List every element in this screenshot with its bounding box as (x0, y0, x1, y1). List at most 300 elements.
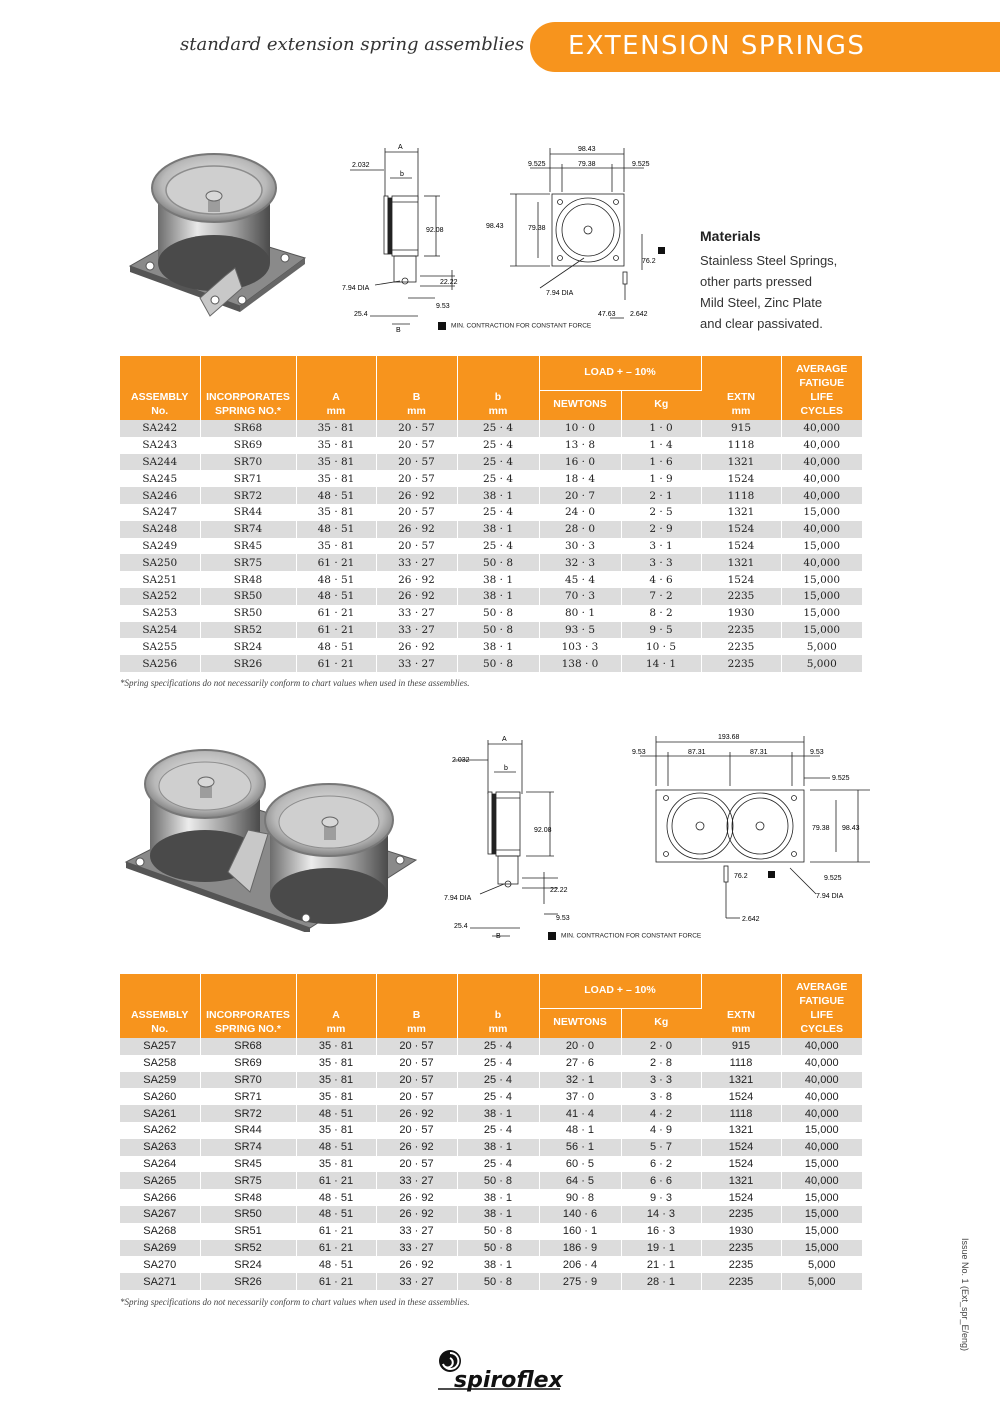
dim-254: 25.4 (354, 311, 368, 318)
table-cell: 20 · 0 (539, 1038, 621, 1055)
dim-2032-2: 2.032 (452, 757, 470, 764)
table-cell: 9 · 3 (621, 1189, 701, 1206)
table-cell: SR26 (200, 1273, 296, 1290)
table-cell: SR68 (200, 420, 296, 437)
table-cell: 2235 (701, 588, 781, 605)
table-cell: SA257 (120, 1038, 200, 1055)
table-cell: 40,000 (781, 554, 862, 571)
table-cell: SR44 (200, 504, 296, 521)
table-cell: 50 · 8 (457, 1273, 539, 1290)
table-cell: 35 · 81 (296, 538, 376, 555)
table-cell: 50 · 8 (457, 622, 539, 639)
dim-9208-2: 92.08 (534, 827, 552, 834)
table-cell: 20 · 57 (376, 538, 457, 555)
table-cell: 25 · 4 (457, 1122, 539, 1139)
table-cell: 33 · 27 (376, 1172, 457, 1189)
table-cell: 15,000 (781, 504, 862, 521)
table-cell: 15,000 (781, 588, 862, 605)
table-cell: 15,000 (781, 605, 862, 622)
table-cell: 38 · 1 (457, 1256, 539, 1273)
dim-4763: 47.63 (598, 311, 616, 318)
legend-text-1: MIN. CONTRACTION FOR CONSTANT FORCE (451, 322, 592, 330)
table-cell: 48 · 51 (296, 588, 376, 605)
table-cell: SA263 (120, 1139, 200, 1156)
dim-9525-b: 9.525 (824, 875, 842, 882)
table-cell: 50 · 8 (457, 1172, 539, 1189)
table-cell: 80 · 1 (539, 605, 621, 622)
table-cell: SR71 (200, 1088, 296, 1105)
dim-a: A (398, 144, 403, 151)
table-cell: 1321 (701, 454, 781, 471)
table-cell: SR24 (200, 1256, 296, 1273)
table-cell: 1524 (701, 538, 781, 555)
table-cell: 32 · 1 (539, 1072, 621, 1089)
table-cell: 1524 (701, 1139, 781, 1156)
table-cell: SR70 (200, 1072, 296, 1089)
table-row (120, 1105, 862, 1122)
table-cell: 24 · 0 (539, 504, 621, 521)
table-cell: 20 · 57 (376, 1055, 457, 1072)
table-cell: SR75 (200, 1172, 296, 1189)
dim-8731-a: 87.31 (688, 749, 706, 756)
table-cell: 28 · 1 (621, 1273, 701, 1290)
table-cell: SR51 (200, 1223, 296, 1240)
col-fatigue: AVERAGE FATIGUE LIFE CYCLES (781, 356, 862, 420)
table-cell: 26 · 92 (376, 571, 457, 588)
table-cell: 40,000 (781, 470, 862, 487)
table-cell: 35 · 81 (296, 1072, 376, 1089)
table-cell: 160 · 1 (539, 1223, 621, 1240)
table-row (120, 521, 862, 538)
table-cell: 33 · 27 (376, 1273, 457, 1290)
dim-794dia-2: 7.94 DIA (444, 895, 472, 902)
table-cell: SA245 (120, 470, 200, 487)
col-extn-2: EXTN mm (701, 974, 781, 1038)
table-cell: 61 · 21 (296, 1273, 376, 1290)
table-cell: 1524 (701, 521, 781, 538)
table-cell: 35 · 81 (296, 1156, 376, 1173)
col-b-lower-2: b mm (457, 974, 539, 1038)
table-cell: 33 · 27 (376, 655, 457, 672)
table-cell: 56 · 1 (539, 1139, 621, 1156)
table-cell: 61 · 21 (296, 1223, 376, 1240)
table-row (120, 1156, 862, 1173)
legend-text-2: MIN. CONTRACTION FOR CONSTANT FORCE (561, 932, 702, 940)
table-cell: 48 · 51 (296, 1206, 376, 1223)
table-cell: 61 · 21 (296, 554, 376, 571)
table-row (120, 1206, 862, 1223)
dim-2642-2: 2.642 (742, 916, 760, 923)
table-cell: SR74 (200, 1139, 296, 1156)
double-assembly-table (120, 974, 862, 1290)
table-cell: 28 · 0 (539, 521, 621, 538)
table-row (120, 1038, 862, 1055)
table-cell: 38 · 1 (457, 1206, 539, 1223)
min-contraction-marker-1 (658, 247, 665, 254)
table-cell: 26 · 92 (376, 1256, 457, 1273)
table-cell: 15,000 (781, 538, 862, 555)
materials-line-1: Stainless Steel Springs, (700, 253, 838, 268)
table-cell: 15,000 (781, 1206, 862, 1223)
table-cell: SA259 (120, 1072, 200, 1089)
table-cell: 1321 (701, 1072, 781, 1089)
footnote-2: *Spring specifications do not necessarily conform to chart values when used in these assemblies. (120, 1297, 470, 1307)
table-cell: 25 · 4 (457, 1088, 539, 1105)
table-cell: SR70 (200, 454, 296, 471)
single-front-view-drawing (480, 140, 680, 340)
table-cell: 38 · 1 (457, 638, 539, 655)
table-cell: 14 · 3 (621, 1206, 701, 1223)
table-cell: 40,000 (781, 521, 862, 538)
table-cell: SA253 (120, 605, 200, 622)
table-cell: 20 · 57 (376, 1038, 457, 1055)
table-cell: 7 · 2 (621, 588, 701, 605)
table-cell: 2235 (701, 638, 781, 655)
table-row (120, 1055, 862, 1072)
table-cell: 40,000 (781, 1172, 862, 1189)
table-cell: 25 · 4 (457, 504, 539, 521)
table-cell: 2 · 1 (621, 487, 701, 504)
table-cell: 40,000 (781, 1055, 862, 1072)
table-cell: 20 · 57 (376, 420, 457, 437)
table-cell: 61 · 21 (296, 605, 376, 622)
table-cell: 18 · 4 (539, 470, 621, 487)
table-row (120, 454, 862, 471)
table-cell: SR45 (200, 1156, 296, 1173)
table-cell: 1 · 9 (621, 470, 701, 487)
table-cell: SA249 (120, 538, 200, 555)
table-cell: 915 (701, 420, 781, 437)
table-cell: 20 · 7 (539, 487, 621, 504)
table-cell: SA260 (120, 1088, 200, 1105)
table-cell: 13 · 8 (539, 437, 621, 454)
dim-762: 76.2 (642, 258, 656, 265)
table-cell: 10 · 5 (621, 638, 701, 655)
table-cell: 48 · 51 (296, 487, 376, 504)
col-b-lower: b mm (457, 356, 539, 420)
table-cell: 20 · 57 (376, 504, 457, 521)
table-cell: SA251 (120, 571, 200, 588)
table-cell: 40,000 (781, 1139, 862, 1156)
table-cell: 37 · 0 (539, 1088, 621, 1105)
table-cell: 1321 (701, 1172, 781, 1189)
table-cell: 2235 (701, 1256, 781, 1273)
table-cell: 1321 (701, 504, 781, 521)
table-cell: SA247 (120, 504, 200, 521)
table-cell: 1 · 6 (621, 454, 701, 471)
table-cell: 8 · 2 (621, 605, 701, 622)
table-cell: 2235 (701, 1273, 781, 1290)
dim-b-upper: B (396, 327, 401, 334)
single-side-view-drawing (340, 140, 470, 340)
table-cell: 1118 (701, 437, 781, 454)
col-load: LOAD + – 10% (539, 356, 701, 390)
dim-a-2: A (502, 736, 507, 743)
table-cell: 2235 (701, 1240, 781, 1257)
table-cell: 33 · 27 (376, 622, 457, 639)
table-cell: 45 · 4 (539, 571, 621, 588)
table-cell: SA269 (120, 1240, 200, 1257)
dim-b-upper-2: B (496, 933, 501, 940)
materials-line-4: and clear passivated. (700, 316, 823, 331)
col-assembly-2: ASSEMBLY No. (120, 974, 200, 1038)
table-cell: SR48 (200, 571, 296, 588)
legend-2 (548, 932, 701, 940)
table-cell: 25 · 4 (457, 454, 539, 471)
legend-square-icon-2 (548, 932, 556, 940)
table-cell: 15,000 (781, 571, 862, 588)
table-cell: SA270 (120, 1256, 200, 1273)
table-cell: 140 · 6 (539, 1206, 621, 1223)
table-cell: 38 · 1 (457, 1139, 539, 1156)
col-incorporates-2: INCORPORATES SPRING NO.* (200, 974, 296, 1038)
dim-9843-side: 98.43 (486, 223, 504, 230)
table-cell: SA271 (120, 1273, 200, 1290)
dim-b-lower-2: b (504, 765, 508, 772)
table-cell: 25 · 4 (457, 538, 539, 555)
table-cell: 20 · 57 (376, 437, 457, 454)
dim-9525-right: 9.525 (632, 161, 650, 168)
table-row (120, 622, 862, 639)
dim-9525-a: 9.525 (832, 775, 850, 782)
table-row (120, 638, 862, 655)
materials-block (700, 228, 860, 334)
table-cell: 40,000 (781, 1072, 862, 1089)
table-cell: 38 · 1 (457, 521, 539, 538)
table-cell: 38 · 1 (457, 487, 539, 504)
table-cell: 206 · 4 (539, 1256, 621, 1273)
table-cell: 16 · 0 (539, 454, 621, 471)
table-cell: 48 · 51 (296, 571, 376, 588)
table-cell: SR68 (200, 1038, 296, 1055)
dim-794dia-front-2: 7.94 DIA (816, 893, 844, 900)
dim-9208: 92.08 (426, 227, 444, 234)
table-row (120, 605, 862, 622)
table-cell: 35 · 81 (296, 1122, 376, 1139)
table-row (120, 1139, 862, 1156)
table-cell: SA266 (120, 1189, 200, 1206)
table-cell: SA248 (120, 521, 200, 538)
table-cell: 32 · 3 (539, 554, 621, 571)
table-cell: 1930 (701, 605, 781, 622)
table-cell: 93 · 5 (539, 622, 621, 639)
table-cell: SA262 (120, 1122, 200, 1139)
table-cell: 25 · 4 (457, 1156, 539, 1173)
table-cell: 5 · 7 (621, 1139, 701, 1156)
title-banner (530, 22, 1000, 72)
dim-9525-left: 9.525 (528, 161, 546, 168)
table-cell: SA246 (120, 487, 200, 504)
table-row (120, 1122, 862, 1139)
table-cell: 20 · 57 (376, 1088, 457, 1105)
materials-line-3: Mild Steel, Zinc Plate (700, 295, 823, 310)
single-assembly-table (120, 356, 862, 672)
table-cell: 20 · 57 (376, 1122, 457, 1139)
table-cell: 27 · 6 (539, 1055, 621, 1072)
table-cell: 2 · 0 (621, 1038, 701, 1055)
col-a-2: A mm (296, 974, 376, 1038)
table-cell: 1930 (701, 1223, 781, 1240)
dim-19368: 193.68 (718, 734, 740, 741)
table-cell: 25 · 4 (457, 470, 539, 487)
min-contraction-marker-2 (768, 871, 775, 878)
table-cell: 48 · 51 (296, 1189, 376, 1206)
table-cell: 26 · 92 (376, 588, 457, 605)
table-cell: 2235 (701, 1206, 781, 1223)
dim-953: 9.53 (436, 303, 450, 310)
materials-line-2: other parts pressed (700, 274, 813, 289)
dim-794dia-front: 7.94 DIA (546, 290, 574, 297)
table-cell: 35 · 81 (296, 420, 376, 437)
table-cell: 15,000 (781, 1122, 862, 1139)
table-cell: 1524 (701, 571, 781, 588)
table-row (120, 437, 862, 454)
table-cell: 33 · 27 (376, 1240, 457, 1257)
dim-953-top: 9.53 (632, 749, 646, 756)
table-row (120, 571, 862, 588)
table-cell: SR75 (200, 554, 296, 571)
table-cell: 3 · 1 (621, 538, 701, 555)
table-cell: SA261 (120, 1105, 200, 1122)
table-cell: 14 · 1 (621, 655, 701, 672)
dim-2222: 22.22 (440, 279, 458, 286)
table-cell: 41 · 4 (539, 1105, 621, 1122)
table-cell: 21 · 1 (621, 1256, 701, 1273)
table-cell: 40,000 (781, 1038, 862, 1055)
table-cell: 33 · 27 (376, 554, 457, 571)
table-cell: 35 · 81 (296, 1088, 376, 1105)
dim-2642: 2.642 (630, 311, 648, 318)
dim-2222-2: 22.22 (550, 887, 568, 894)
table-cell: 38 · 1 (457, 1105, 539, 1122)
table-cell: 48 · 51 (296, 1256, 376, 1273)
table-cell: SR72 (200, 1105, 296, 1122)
table-cell: 20 · 57 (376, 470, 457, 487)
dim-7938-2: 79.38 (812, 825, 830, 832)
table-cell: 26 · 92 (376, 521, 457, 538)
dim-794dia: 7.94 DIA (342, 285, 370, 292)
table-cell: 15,000 (781, 622, 862, 639)
table-cell: 50 · 8 (457, 1240, 539, 1257)
table-cell: SA265 (120, 1172, 200, 1189)
brand-name: spiroflex (454, 1368, 563, 1393)
table-cell: 35 · 81 (296, 504, 376, 521)
table-cell: SR69 (200, 437, 296, 454)
table-row (120, 470, 862, 487)
table-cell: SA244 (120, 454, 200, 471)
double-front-view-drawing (620, 728, 880, 934)
table-cell: 4 · 2 (621, 1105, 701, 1122)
table-cell: 2 · 9 (621, 521, 701, 538)
table-cell: 6 · 6 (621, 1172, 701, 1189)
table-cell: 1321 (701, 1122, 781, 1139)
table-cell: 20 · 57 (376, 454, 457, 471)
col-load-2: LOAD + – 10% (539, 974, 701, 1008)
table-cell: 20 · 57 (376, 1156, 457, 1173)
table-cell: 26 · 92 (376, 1105, 457, 1122)
table-cell: 35 · 81 (296, 1038, 376, 1055)
table-cell: SR71 (200, 470, 296, 487)
table-cell: 275 · 9 (539, 1273, 621, 1290)
table-cell: 16 · 3 (621, 1223, 701, 1240)
table-cell: 40,000 (781, 1088, 862, 1105)
table-cell: 40,000 (781, 1105, 862, 1122)
table-cell: SR44 (200, 1122, 296, 1139)
table-cell: 915 (701, 1038, 781, 1055)
table-cell: SR74 (200, 521, 296, 538)
table-cell: 1524 (701, 1088, 781, 1105)
single-assembly-photo (120, 148, 310, 318)
double-side-view-drawing (440, 732, 580, 942)
col-fatigue-2: AVERAGE FATIGUE LIFE CYCLES (781, 974, 862, 1038)
table-cell: 5,000 (781, 638, 862, 655)
table-cell: 5,000 (781, 1256, 862, 1273)
table-cell: 40,000 (781, 487, 862, 504)
table-cell: 15,000 (781, 1223, 862, 1240)
table-cell: 25 · 4 (457, 1038, 539, 1055)
table-row (120, 487, 862, 504)
col-kg: Kg (621, 390, 701, 420)
dim-7938-top: 79.38 (578, 161, 596, 168)
table-cell: SR45 (200, 538, 296, 555)
table-cell: 40,000 (781, 420, 862, 437)
table-cell: 33 · 27 (376, 605, 457, 622)
table-cell: 3 · 8 (621, 1088, 701, 1105)
table-cell: 2 · 5 (621, 504, 701, 521)
table-cell: 10 · 0 (539, 420, 621, 437)
table-cell: SR69 (200, 1055, 296, 1072)
table-cell: 33 · 27 (376, 1223, 457, 1240)
table-cell: 61 · 21 (296, 1172, 376, 1189)
table-cell: 2 · 8 (621, 1055, 701, 1072)
table-row (120, 538, 862, 555)
dim-953-right: 9.53 (810, 749, 824, 756)
table-row (120, 1240, 862, 1257)
page-subtitle: standard extension spring assemblies (180, 34, 525, 55)
table-cell: 2235 (701, 655, 781, 672)
table-row (120, 1072, 862, 1089)
dim-9843-2: 98.43 (842, 825, 860, 832)
table-cell: SA267 (120, 1206, 200, 1223)
col-incorporates: INCORPORATES SPRING NO.* (200, 356, 296, 420)
table-cell: SA250 (120, 554, 200, 571)
table-cell: 48 · 51 (296, 1139, 376, 1156)
issue-note: Issue No. 1 (Ext_spr_E/eng) (960, 1238, 970, 1352)
table-cell: SR26 (200, 655, 296, 672)
table-cell: 48 · 51 (296, 638, 376, 655)
col-b-upper-2: B mm (376, 974, 457, 1038)
table-row (120, 1088, 862, 1105)
dim-953-2: 9.53 (556, 915, 570, 922)
dim-8731-b: 87.31 (750, 749, 768, 756)
table-cell: SR48 (200, 1189, 296, 1206)
table-cell: 3 · 3 (621, 554, 701, 571)
table-row (120, 504, 862, 521)
table-cell: 1118 (701, 1055, 781, 1072)
table-cell: 26 · 92 (376, 1139, 457, 1156)
col-a: A mm (296, 356, 376, 420)
table-cell: SA268 (120, 1223, 200, 1240)
table-row (120, 655, 862, 672)
double-assembly-photo (120, 742, 420, 932)
table-cell: 61 · 21 (296, 655, 376, 672)
table-cell: SA254 (120, 622, 200, 639)
table-cell: 1118 (701, 487, 781, 504)
table-cell: 25 · 4 (457, 437, 539, 454)
table-cell: 48 · 51 (296, 521, 376, 538)
table-cell: 26 · 92 (376, 1206, 457, 1223)
table-cell: SR50 (200, 588, 296, 605)
